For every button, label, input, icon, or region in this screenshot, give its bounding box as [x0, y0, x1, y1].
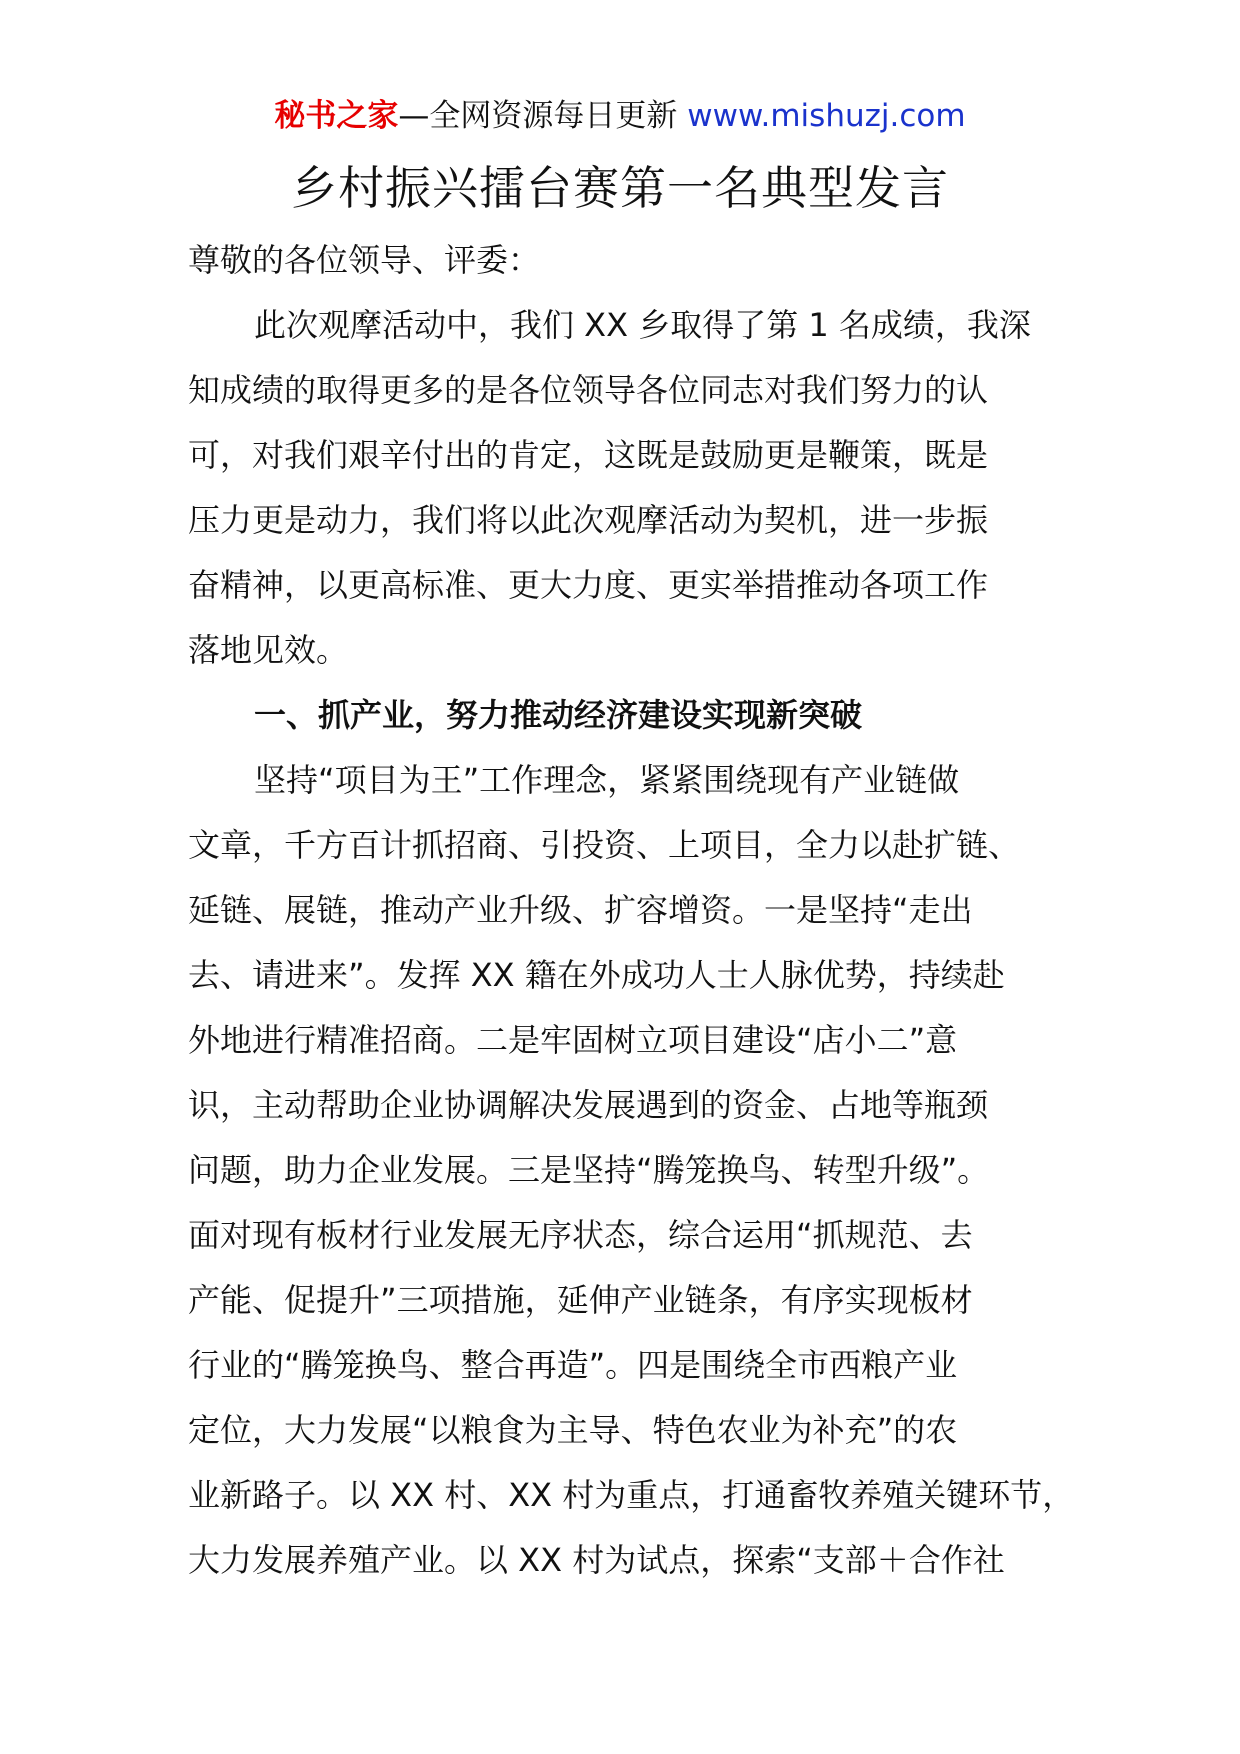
paragraph-line: 面对现有板材行业发展无序状态，综合运用“抓规范、去 — [188, 1216, 973, 1254]
paragraph-line: 坚持“项目为王”工作理念，紧紧围绕现有产业链做 — [254, 761, 960, 799]
paragraph-line: 文章，千方百计抓招商、引投资、上项目，全力以赴扩链、 — [188, 826, 1021, 864]
paragraph-line: 奋精神，以更高标准、更大力度、更实举措推动各项工作 — [188, 566, 989, 604]
paragraph-line: 此次观摩活动中，我们 XX 乡取得了第 1 名成绩，我深 — [254, 306, 1031, 344]
paragraph-line: 压力更是动力，我们将以此次观摩活动为契机，进一步振 — [188, 501, 989, 539]
site-slogan: —全网资源每日更新 — [398, 98, 678, 134]
paragraph-line: 知成绩的取得更多的是各位领导各位同志对我们努力的认 — [188, 371, 989, 409]
paragraph-line: 大力发展养殖产业。以 XX 村为试点，探索“支部＋合作社 — [188, 1541, 1005, 1579]
site-url[interactable]: www.mishuzj.com — [687, 98, 966, 134]
paragraph-line: 去、请进来”。发挥 XX 籍在外成功人士人脉优势，持续赴 — [188, 956, 1005, 994]
paragraph-line: 外地进行精准招商。二是牢固树立项目建设“店小二”意 — [188, 1021, 958, 1059]
paragraph-line: 问题，助力企业发展。三是坚持“腾笼换鸟、转型升级”。 — [188, 1151, 990, 1189]
paragraph-line: 产能、促提升”三项措施，延伸产业链条，有序实现板材 — [188, 1281, 973, 1319]
paragraph-line: 定位，大力发展“以粮食为主导、特色农业为补充”的农 — [188, 1411, 958, 1449]
document-body — [188, 228, 1088, 1593]
paragraph-line: 延链、展链，推动产业升级、扩容增资。一是坚持“走出 — [188, 891, 973, 929]
paragraph-line: 业新路子。以 XX 村、XX 村为重点，打通畜牧养殖关键环节， — [188, 1476, 1075, 1514]
salutation-line: 尊敬的各位领导、评委： — [188, 241, 541, 279]
site-header — [0, 96, 1240, 136]
paragraph-line: 落地见效。 — [188, 631, 349, 669]
site-brand: 秘书之家 — [274, 98, 399, 134]
paragraph-line: 可，对我们艰辛付出的肯定，这既是鼓励更是鞭策，既是 — [188, 436, 989, 474]
section-heading: 一、抓产业，努力推动经济建设实现新突破 — [254, 696, 863, 734]
paragraph-line: 行业的“腾笼换鸟、整合再造”。四是围绕全市西粮产业 — [188, 1346, 958, 1384]
document-title: 乡村振兴擂台赛第一名典型发言 — [291, 161, 949, 215]
paragraph-line: 识，主动帮助企业协调解决发展遇到的资金、占地等瓶颈 — [188, 1086, 989, 1124]
